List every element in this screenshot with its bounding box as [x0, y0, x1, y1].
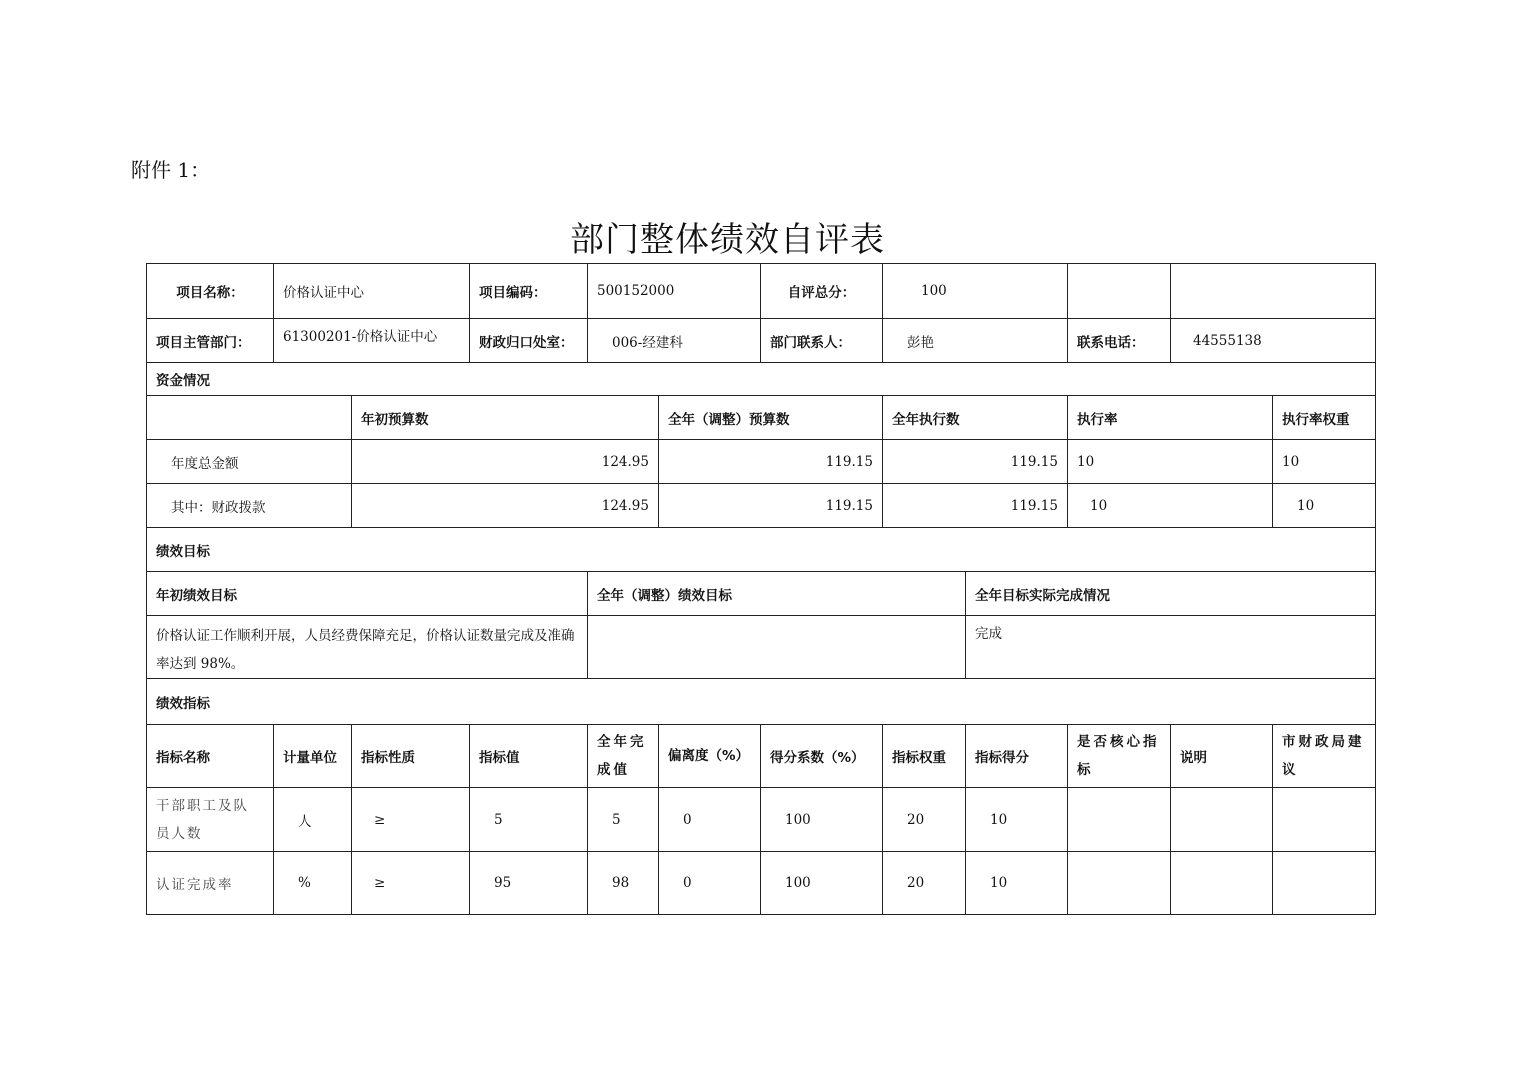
ind-col-unit: 计量单位 — [274, 725, 352, 788]
funds-header-row — [147, 396, 1376, 440]
table-row — [147, 788, 1376, 852]
dept-label: 项目主管部门： — [147, 319, 274, 363]
goals-initial-text: 价格认证工作顺利开展，人员经费保障充足，价格认证数量完成及准确率达到 98%。 — [147, 616, 588, 679]
goals-col-initial: 年初绩效目标 — [147, 572, 588, 616]
ind-actual: 98 — [588, 852, 659, 915]
finance-office-value: 006-经建科 — [588, 319, 761, 363]
ind-col-name: 指标名称 — [147, 725, 274, 788]
empty-cell — [1068, 264, 1171, 319]
ind-col-actual: 全年完成值 — [588, 725, 659, 788]
indicators-section-row — [147, 679, 1376, 725]
funds-col-executed: 全年执行数 — [883, 396, 1068, 440]
ind-col-advice: 市财政局建议 — [1273, 725, 1376, 788]
ind-col-target: 指标值 — [470, 725, 588, 788]
total-score-value: 100 — [883, 264, 1068, 319]
funds-rate-weight-value: 10 — [1273, 484, 1376, 528]
ind-note — [1171, 788, 1273, 852]
funds-col-rate: 执行率 — [1068, 396, 1273, 440]
ind-target: 95 — [470, 852, 588, 915]
goals-content-row — [147, 616, 1376, 679]
goals-adjusted-text — [588, 616, 966, 679]
ind-col-coef: 得分系数（%） — [761, 725, 883, 788]
goals-section-title: 绩效目标 — [147, 528, 1376, 572]
project-name-value: 价格认证中心 — [274, 264, 470, 319]
contact-value: 彭艳 — [883, 319, 1068, 363]
funds-col-rate-weight: 执行率权重 — [1273, 396, 1376, 440]
goals-section-row — [147, 528, 1376, 572]
table-row — [147, 852, 1376, 915]
ind-coef: 100 — [761, 852, 883, 915]
ind-nature: ≥ — [352, 788, 470, 852]
funds-adjusted-value: 119.15 — [659, 440, 883, 484]
dept-value: 61300201-价格认证中心 — [274, 319, 470, 363]
project-code-label: 项目编码： — [470, 264, 588, 319]
ind-col-weight: 指标权重 — [883, 725, 966, 788]
ind-score: 10 — [966, 788, 1068, 852]
funds-section-row — [147, 363, 1376, 396]
funds-rate-weight-value: 10 — [1273, 440, 1376, 484]
indicators-section-title: 绩效指标 — [147, 679, 1376, 725]
ind-col-score: 指标得分 — [966, 725, 1068, 788]
funds-initial-value: 124.95 — [352, 440, 659, 484]
ind-unit: % — [274, 852, 352, 915]
ind-core — [1068, 852, 1171, 915]
ind-score: 10 — [966, 852, 1068, 915]
empty-cell — [1171, 264, 1376, 319]
project-code-value: 500152000 — [588, 264, 761, 319]
indicators-header-row — [147, 725, 1376, 788]
ind-name: 干部职工及队员人数 — [147, 788, 274, 852]
funds-col-adjusted: 全年（调整）预算数 — [659, 396, 883, 440]
ind-advice — [1273, 788, 1376, 852]
funds-col-initial: 年初预算数 — [352, 396, 659, 440]
funds-row-fiscal — [147, 484, 1376, 528]
funds-section-title: 资金情况 — [147, 363, 1376, 396]
ind-note — [1171, 852, 1273, 915]
funds-row-label: 年度总金额 — [147, 440, 352, 484]
header-row-1 — [147, 264, 1376, 319]
funds-rate-value: 10 — [1068, 484, 1273, 528]
ind-col-core: 是否核心指标 — [1068, 725, 1171, 788]
funds-initial-value: 124.95 — [352, 484, 659, 528]
goals-col-adjusted: 全年（调整）绩效目标 — [588, 572, 966, 616]
finance-office-label: 财政归口处室： — [470, 319, 588, 363]
funds-executed-value: 119.15 — [883, 440, 1068, 484]
contact-label: 部门联系人： — [761, 319, 883, 363]
funds-rate-value: 10 — [1068, 440, 1273, 484]
ind-unit: 人 — [274, 788, 352, 852]
evaluation-table — [146, 263, 1376, 915]
ind-nature: ≥ — [352, 852, 470, 915]
empty-cell — [147, 396, 352, 440]
total-score-label: 自评总分： — [761, 264, 883, 319]
ind-core — [1068, 788, 1171, 852]
annex-label: 附件 1： — [131, 158, 211, 182]
ind-name: 认证完成率 — [147, 852, 274, 915]
ind-actual: 5 — [588, 788, 659, 852]
ind-weight: 20 — [883, 788, 966, 852]
ind-weight: 20 — [883, 852, 966, 915]
funds-row-total — [147, 440, 1376, 484]
goals-header-row — [147, 572, 1376, 616]
header-row-2 — [147, 319, 1376, 363]
funds-adjusted-value: 119.15 — [659, 484, 883, 528]
goals-col-actual: 全年目标实际完成情况 — [966, 572, 1376, 616]
funds-executed-value: 119.15 — [883, 484, 1068, 528]
ind-advice — [1273, 852, 1376, 915]
ind-coef: 100 — [761, 788, 883, 852]
phone-label: 联系电话： — [1068, 319, 1171, 363]
phone-value: 44555138 — [1171, 319, 1376, 363]
project-name-label: 项目名称： — [147, 264, 274, 319]
ind-target: 5 — [470, 788, 588, 852]
ind-col-deviation: 偏离度（%） — [659, 725, 761, 788]
funds-row-label: 其中：财政拨款 — [147, 484, 352, 528]
ind-deviation: 0 — [659, 788, 761, 852]
ind-col-nature: 指标性质 — [352, 725, 470, 788]
page-title: 部门整体绩效自评表 — [570, 220, 885, 260]
ind-deviation: 0 — [659, 852, 761, 915]
goals-actual-text: 完成 — [966, 616, 1376, 679]
ind-col-note: 说明 — [1171, 725, 1273, 788]
